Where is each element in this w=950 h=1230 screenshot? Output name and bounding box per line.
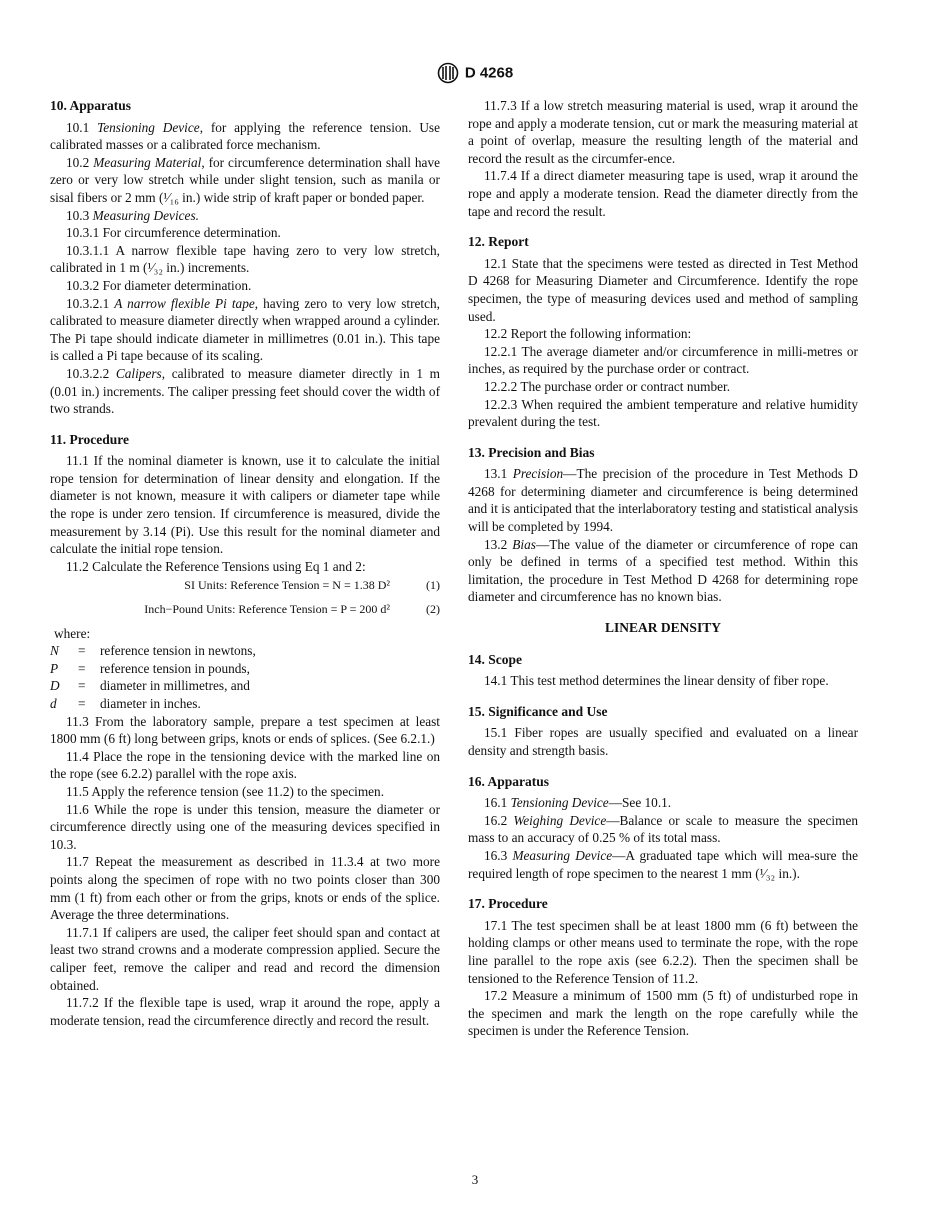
definition-row: N = reference tension in newtons, — [50, 643, 256, 659]
paragraph-13-1: 13.1 Precision—The precision of the procedure in Test Methods D 4268 for determining diameter and circumference is being determined and it is anticipated that the interlaboratory testing and statistical analysis will be completed by 1994. — [468, 466, 858, 535]
paragraph-11-1: 11.1 If the nominal diameter is known, use it to calculate the initial rope tension for determination of linear density and elongation. If the diameter is not known, measure it with calipers or diameter tape while the rope is under zero tension. If circumference is measured, divide the measurement by 3.14 (Pi). Use this result for the nominal diameter and calculate the initial rope tension. — [50, 453, 440, 557]
definition-row: P = reference tension in pounds, — [50, 660, 250, 676]
paragraph-11-5: 11.5 Apply the reference tension (see 11.2) to the specimen. — [66, 783, 385, 799]
paragraph-10-3: 10.3 Measuring Devices. — [66, 207, 199, 223]
equation-2 — [50, 601, 440, 619]
paragraph-10-3-2-2: 10.3.2.2 Calipers, calibrated to measure diameter directly in 1 m (0.01 in.) increments. The caliper pressing feet should cover the width of two strands. — [50, 365, 440, 417]
paragraph-11-7-2: 11.7.2 If the flexible tape is used, wrap it around the rope, apply a moderate tension, read the circumference directly and record the result. — [50, 995, 440, 1028]
paragraph-15-1: 15.1 Fiber ropes are usually specified and evaluated on a linear density and strength basis. — [468, 725, 858, 758]
left-column — [50, 97, 440, 1029]
definition-row: D = diameter in millimetres, and — [50, 678, 250, 694]
paragraph-16-2: 16.2 Weighing Device—Balance or scale to measure the specimen mass to an accuracy of 0.25 % of its total mass. — [468, 812, 858, 846]
paragraph-12-1: 12.1 State that the specimens were tested as directed in Test Method D 4268 for Measuring Diameter and Circumference. Identify the rope specimen, the type of measuring devices used and method of sampling used. — [468, 255, 858, 324]
paragraph-11-7-4: 11.7.4 If a direct diameter measuring tape is used, wrap it around the rope and apply a moderate tension. Read the diameter directly from the tape and record the result. — [468, 168, 858, 219]
section-heading-apparatus: 10. Apparatus — [50, 98, 132, 113]
equation-1-text: SI Units: Reference Tension = N = 1.38 D² — [184, 578, 390, 593]
paragraph-11-7: 11.7 Repeat the measurement as described in 11.3.4 at two more points along the specimen of rope with no two points closer than 300 mm (1 ft) from each other or from the grips, knots or ends of the splice. Average the three determinations. — [50, 854, 440, 923]
equation-2-text: Inch−Pound Units: Reference Tension = P = 200 d² — [144, 602, 390, 617]
page-header — [0, 62, 950, 84]
paragraph-12-2-1: 12.2.1 The average diameter and/or circumference in milli-metres or inches, as required by the purchase order or contract. — [468, 343, 858, 377]
paragraph-10-3-2: 10.3.2 For diameter determination. — [66, 277, 252, 293]
section-heading-report: 12. Report — [468, 234, 529, 250]
paragraph-13-2: 13.2 Bias—The value of the diameter or circumference of rope can only be defined in terms of a specified test method. Within this limitation, the procedure in Test Method D 4268 for determining rope diameter and circumference has no known bias. — [468, 536, 858, 605]
paragraph-11-4: 11.4 Place the rope in the tensioning device with the marked line on the rope (see 6.2.2) parallel with the rope axis. — [50, 748, 440, 782]
astm-logo-icon — [437, 62, 459, 84]
paragraph-11-3: 11.3 From the laboratory sample, prepare a test specimen at least 1800 mm (6 ft) long between grips, knots or ends of splices. (See 6.2.1.) — [50, 713, 440, 747]
equation-1-number: (1) — [426, 578, 440, 593]
paragraph-16-3: 16.3 Measuring Device—A graduated tape which will mea-sure the required length of rope specimen to the nearest 1 mm (¹⁄₃₂ in.). — [468, 847, 858, 881]
section-heading-precision-bias: 13. Precision and Bias — [468, 444, 595, 460]
section-heading-significance: 15. Significance and Use — [468, 703, 608, 719]
part-heading-linear-density: LINEAR DENSITY — [605, 620, 721, 636]
section-heading-apparatus-16: 16. Apparatus — [468, 773, 550, 789]
section-heading-scope: 14. Scope — [468, 651, 522, 667]
section-heading-procedure-17: 17. Procedure — [468, 896, 548, 912]
paragraph-11-6: 11.6 While the rope is under this tension, measure the diameter or circumference directly using one of the measuring devices specified in 10.3. — [50, 801, 440, 852]
symbol-definitions — [50, 642, 440, 712]
paragraph-16-1: 16.1 Tensioning Device—See 10.1. — [484, 795, 672, 811]
paragraph-17-2: 17.2 Measure a minimum of 1500 mm (5 ft) of undisturbed rope in the specimen and mark the length on the rope carefully while the specimen is under the Reference Tension. — [468, 988, 858, 1039]
paragraph-17-1: 17.1 The test specimen shall be at least 1800 mm (6 ft) between the holding clamps or other means used to terminate the rope, with the rope line parallel to the rope axis (see 6.2.2). Then the specimen shall be tensioned to the Reference Tension of 11.2. — [468, 917, 858, 986]
definition-row: d = diameter in inches. — [50, 696, 201, 711]
paragraph-10-3-1: 10.3.1 For circumference determination. — [66, 225, 281, 241]
right-column — [468, 97, 858, 1040]
equation-2-number: (2) — [426, 602, 440, 617]
paragraph-10-3-2-1: 10.3.2.1 A narrow flexible Pi tape, having zero to very low stretch, calibrated to measure diameter directly when wrapped around a cylinder. The Pi tape should indicate diameter in millimetres (0.01 in.). This tape is called a Pi tape because of its scaling. — [50, 295, 440, 364]
paragraph-11-2: 11.2 Calculate the Reference Tensions using Eq 1 and 2: — [66, 558, 366, 574]
paragraph-10-2: 10.2 Measuring Material, for circumference determination shall have zero or very low stretch while under slight tension, such as manila or sisal fibers or 2 mm (¹⁄₁₆ in.) wide strip of kraft paper or bonded paper. — [50, 154, 440, 205]
where-label: where: — [54, 625, 91, 641]
page-number: 3 — [471, 1172, 479, 1187]
paragraph-12-2: 12.2 Report the following information: — [484, 326, 692, 342]
paragraph-12-2-2: 12.2.2 The purchase order or contract number. — [484, 378, 731, 394]
paragraph-10-1: 10.1 Tensioning Device, for applying the reference tension. Use calibrated masses or a calibrated force mechanism. — [50, 119, 440, 153]
paragraph-12-2-3: 12.2.3 When required the ambient temperature and relative humidity prevalent during the test. — [468, 396, 858, 430]
standard-code: D 4268 — [464, 64, 514, 82]
paragraph-14-1: 14.1 This test method determines the linear density of fiber rope. — [484, 673, 829, 689]
paragraph-10-3-1-1: 10.3.1.1 A narrow flexible tape having zero to very low stretch, calibrated in 1 m (¹⁄₃₂ in.) increments. — [50, 242, 440, 276]
equation-1 — [50, 577, 440, 595]
paragraph-11-7-1: 11.7.1 If calipers are used, the caliper feet should span and contact at least two strand crowns and a moderate compression applied. Secure the caliper feet, remove the caliper and read and record the dimension obtained. — [50, 924, 440, 993]
section-heading-procedure: 11. Procedure — [50, 431, 129, 447]
paragraph-11-7-3: 11.7.3 If a low stretch measuring material is used, wrap it around the rope and apply a moderate tension, cut or mark the measuring material at a point of overlap, measure the resulting length of the material and record the result as the circumfer-ence. — [468, 98, 858, 166]
